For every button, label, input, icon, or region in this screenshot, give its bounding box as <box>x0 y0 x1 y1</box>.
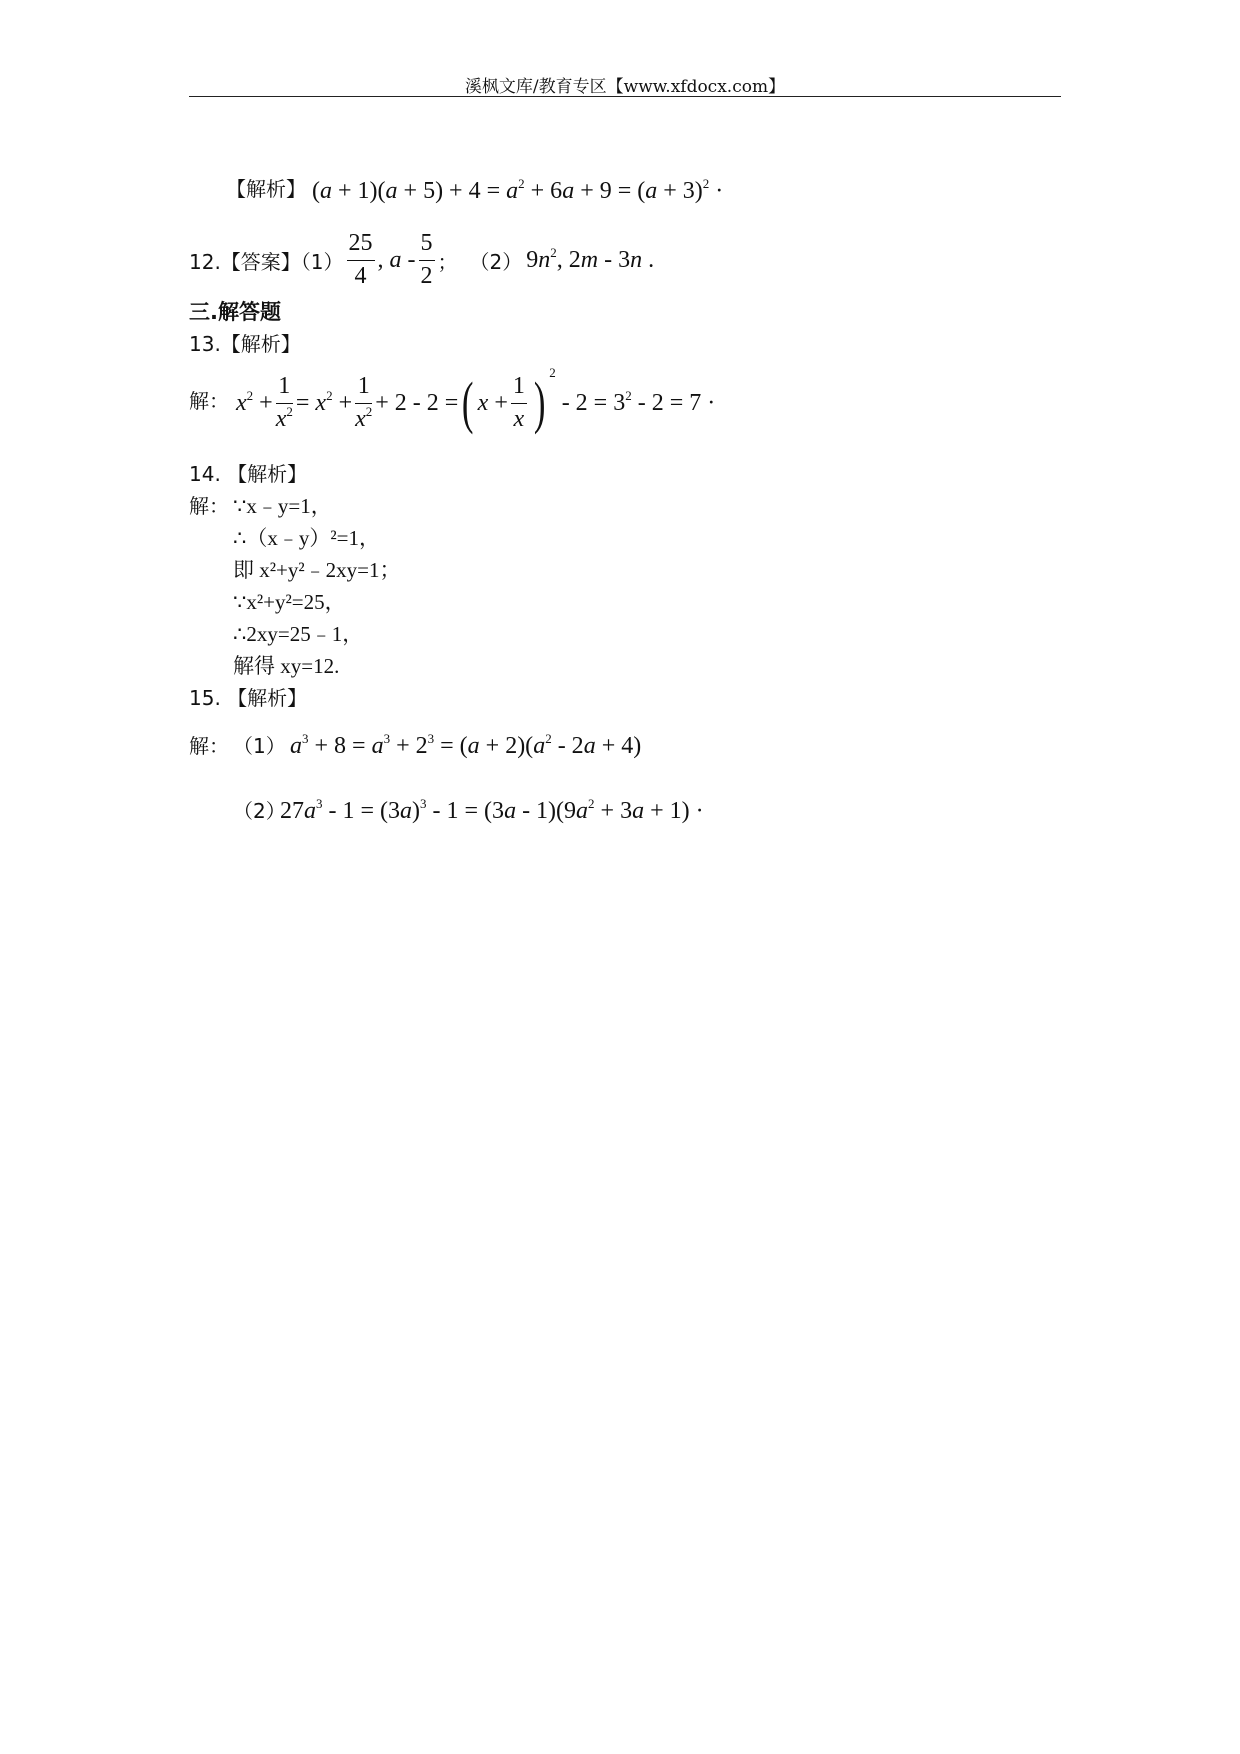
q13-label: 13.【解析】 <box>189 332 301 356</box>
q14-label: 14. 【解析】 <box>189 462 308 486</box>
q15-part2: $27a^3 - 1 = (3a)^3 - 1 = (3a - 1)(9a^2 + 3a + 1)$ · <box>280 796 704 824</box>
q12-part2-label: （2） <box>469 249 523 274</box>
header-rule <box>189 96 1061 97</box>
q12-mid: , a - <box>377 246 416 273</box>
q12-row <box>189 230 654 290</box>
q11-equation: $(a + 1)(a + 5) + 4 = a^2 + 6a + 9 = (a + 3)^2$ · <box>312 176 724 204</box>
q14-line-5: ∴2xy=25﹣1， <box>233 622 364 646</box>
q15-label: 15. 【解析】 <box>189 686 308 710</box>
q15-jie: 解： <box>189 734 229 758</box>
q12-frac2 <box>419 230 435 290</box>
q12-frac2-num: 5 <box>419 230 435 261</box>
q14-line-6: 解得 xy=12. <box>233 654 340 678</box>
q14-line-2: ∴（x﹣y）²=1， <box>233 526 380 550</box>
q15-part2-label: （2） <box>233 799 286 823</box>
q12-frac2-den: 2 <box>420 262 433 289</box>
q15-part1: $a^3 + 8 = a^3 + 2^3 = (a + 2)(a^2 - 2a + 4)$ <box>290 731 642 759</box>
q14-jie: 解： <box>189 494 229 518</box>
q12-frac1-num: 25 <box>347 230 375 261</box>
q12-part2: $9n^2$, 2m - 3n . <box>526 244 655 273</box>
q14-line-4: ∵x²+y²=25， <box>233 590 346 614</box>
q14-line-1: ∵x﹣y=1， <box>233 494 332 518</box>
q13-equation: $x^2$ + $\frac{1}{x^2}$ = $x^2$ + $\frac{1}{x^2}$ + 2 - 2 = ( x + $\frac{1}{x}$ ) 2 - $2 = 3^2 - 2 = 7$ · <box>236 365 716 436</box>
section-3-title: 三.解答题 <box>189 300 281 324</box>
page-header: 溪枫文库/教育专区【www.xfdocx.com】 <box>464 77 786 97</box>
q12-frac1 <box>347 230 375 290</box>
q15-part1-label: （1） <box>233 734 286 758</box>
q12-frac1-den: 4 <box>354 262 367 289</box>
q12-label: 12.【答案】（1） <box>189 249 344 274</box>
q14-line-3: 即 x²+y²﹣2xy=1； <box>233 558 401 582</box>
q11-label: 【解析】 <box>226 177 306 201</box>
q13-jie: 解： <box>189 389 229 413</box>
q12-sep: ； <box>437 249 458 274</box>
